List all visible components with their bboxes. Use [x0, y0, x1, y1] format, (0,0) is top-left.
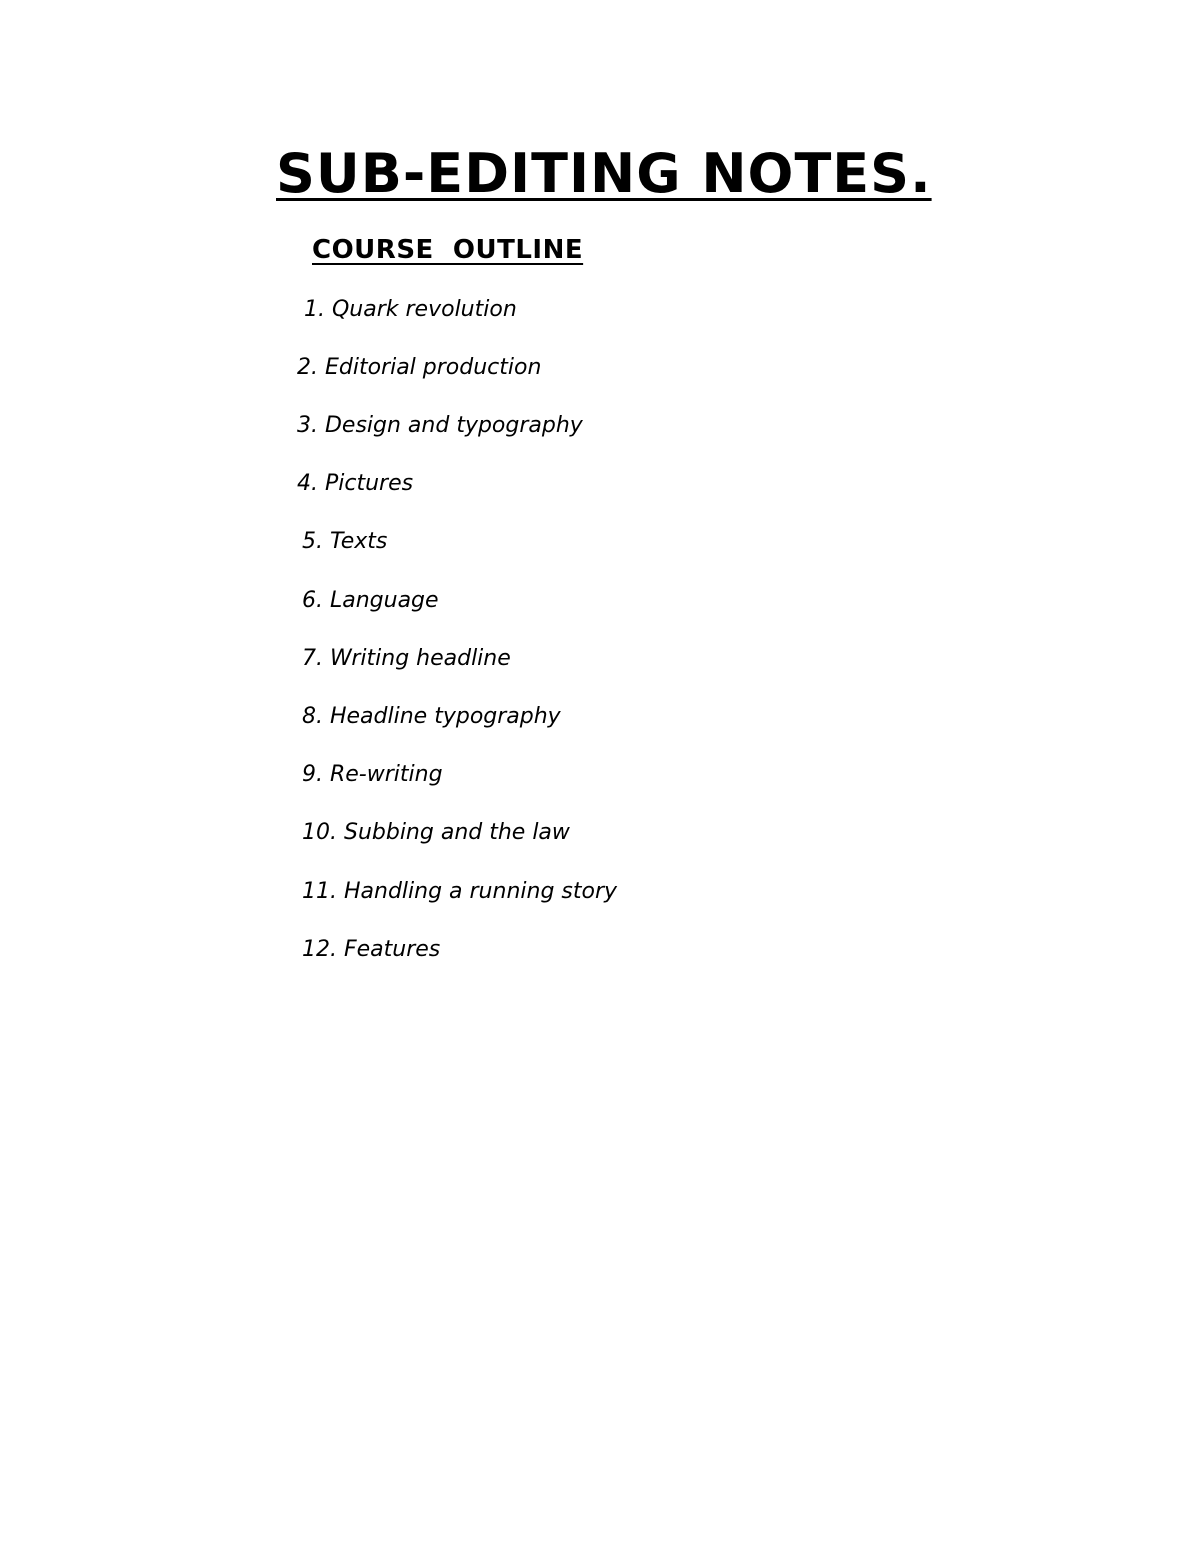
- course-outline-heading: COURSE OUTLINE: [312, 235, 584, 265]
- list-item: 9. Re-writing: [302, 762, 443, 787]
- list-item: 1. Quark revolution: [304, 297, 517, 322]
- list-item: 4. Pictures: [297, 471, 414, 496]
- list-item: 5. Texts: [302, 529, 388, 554]
- list-item: 2. Editorial production: [297, 355, 542, 380]
- document-title: SUB-EDITING NOTES.: [276, 142, 932, 205]
- list-item: 8. Headline typography: [302, 704, 561, 729]
- list-item: 12. Features: [302, 937, 441, 962]
- list-item: 7. Writing headline: [302, 646, 511, 671]
- list-item: 6. Language: [302, 588, 439, 613]
- list-item: 11. Handling a running story: [302, 879, 618, 904]
- list-item: 3. Design and typography: [297, 413, 583, 438]
- list-item: 10. Subbing and the law: [302, 820, 570, 845]
